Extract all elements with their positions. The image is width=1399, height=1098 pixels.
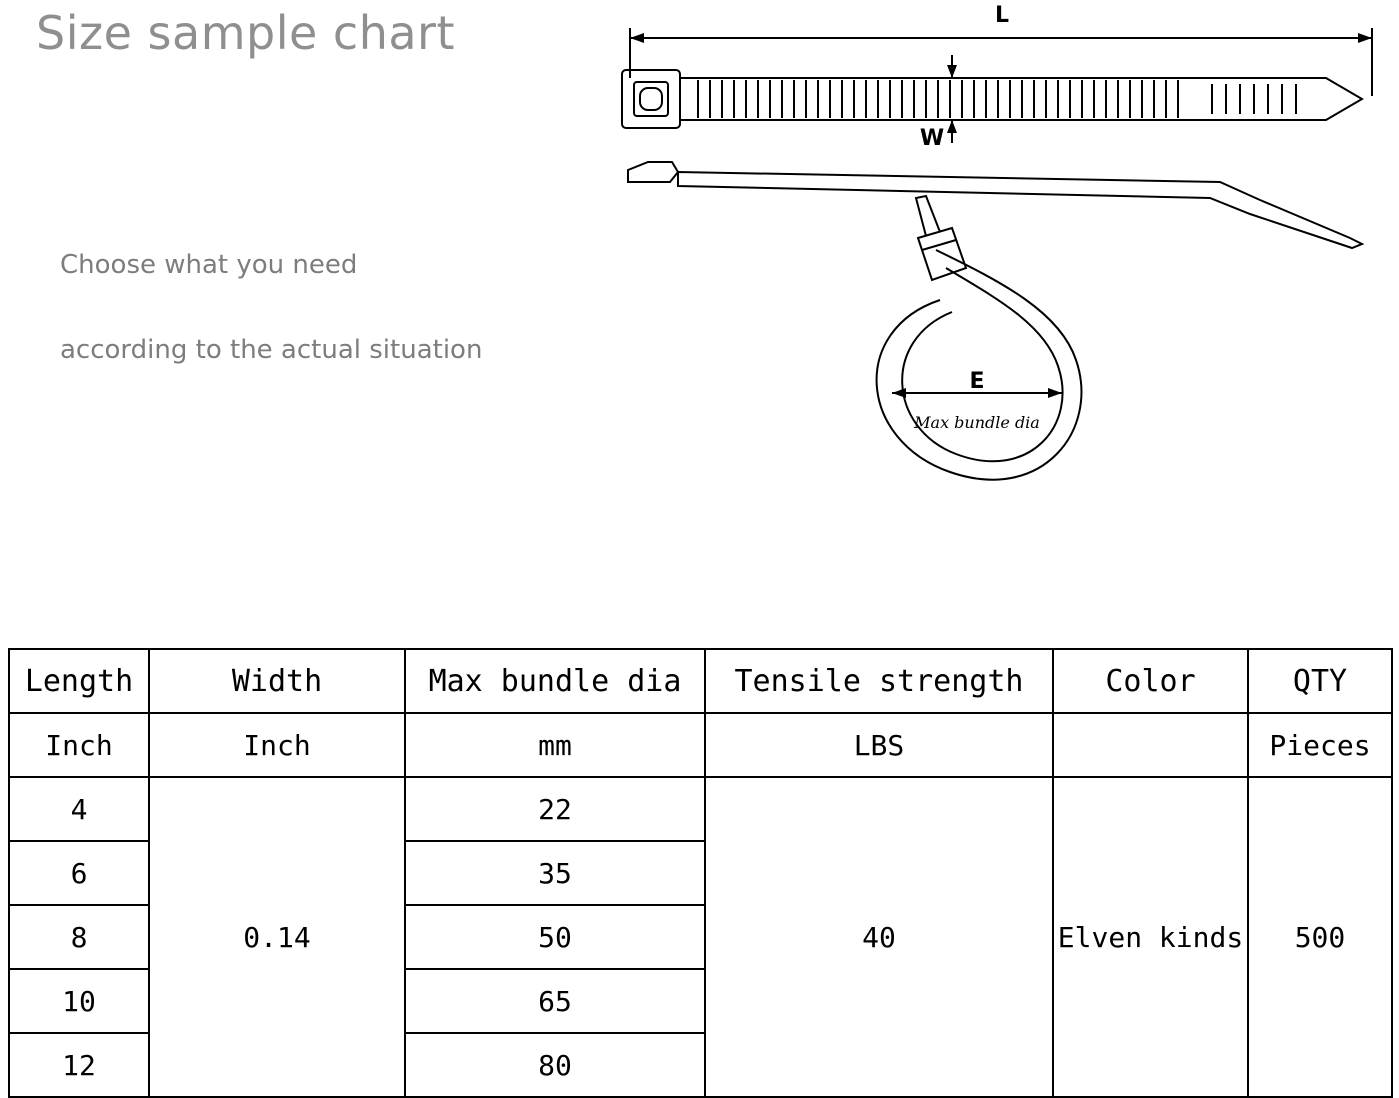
cable-tie-diagram-svg [600,0,1399,530]
width-arrow-down [947,120,957,133]
tie-side-head [628,162,678,182]
tie-loop-tail [916,196,940,236]
cell-length: 6 [9,841,149,905]
cell-dia: 50 [405,905,705,969]
cell-tensile-merged: 40 [705,777,1053,1097]
cell-length: 8 [9,905,149,969]
header-qty: QTY [1248,649,1392,713]
cell-length: 10 [9,969,149,1033]
length-arrow-left [630,33,644,43]
tagline-line-1: Choose what you need [60,250,358,280]
cell-color-merged: Elven kinds [1053,777,1248,1097]
table-row [9,777,1392,841]
label-width: W [919,126,945,151]
cell-length: 12 [9,1033,149,1097]
cell-dia: 22 [405,777,705,841]
unit-width: Inch [149,713,405,777]
table-unit-row [9,713,1392,777]
size-spec-table [8,648,1393,1098]
label-bundle: E [969,369,985,394]
length-arrow-right [1358,33,1372,43]
tie-loop-head-slot [922,240,956,250]
unit-tensile: LBS [705,713,1053,777]
tie-teeth [698,80,1178,118]
cell-qty-merged: 500 [1248,777,1392,1097]
unit-color [1053,713,1248,777]
tagline-line-2: according to the actual situation [60,335,483,365]
tie-side-strap [678,172,1362,248]
width-arrow-up [947,65,957,78]
label-bundle-caption: Max bundle dia [914,413,1040,432]
header-width: Width [149,649,405,713]
label-length: L [994,3,1010,28]
unit-qty: Pieces [1248,713,1392,777]
cell-dia: 80 [405,1033,705,1097]
cell-length: 4 [9,777,149,841]
header-color: Color [1053,649,1248,713]
header-length: Length [9,649,149,713]
tie-head [622,70,680,128]
tie-loop-inner [902,268,1062,461]
bundle-arrow-right [1048,388,1062,398]
page-title: Size sample chart [36,6,455,60]
bundle-arrow-left [892,388,906,398]
cell-dia: 35 [405,841,705,905]
tie-tail-ribs [1212,84,1296,114]
cell-dia: 65 [405,969,705,1033]
tie-head-slot-inner [640,88,662,110]
cable-tie-illustration [600,0,1399,530]
tie-loop-outer [877,250,1082,480]
header-tensile-strength: Tensile strength [705,649,1053,713]
table-header-row [9,649,1392,713]
cell-width-merged: 0.14 [149,777,405,1097]
header-max-bundle-dia: Max bundle dia [405,649,705,713]
unit-length: Inch [9,713,149,777]
unit-max-bundle-dia: mm [405,713,705,777]
